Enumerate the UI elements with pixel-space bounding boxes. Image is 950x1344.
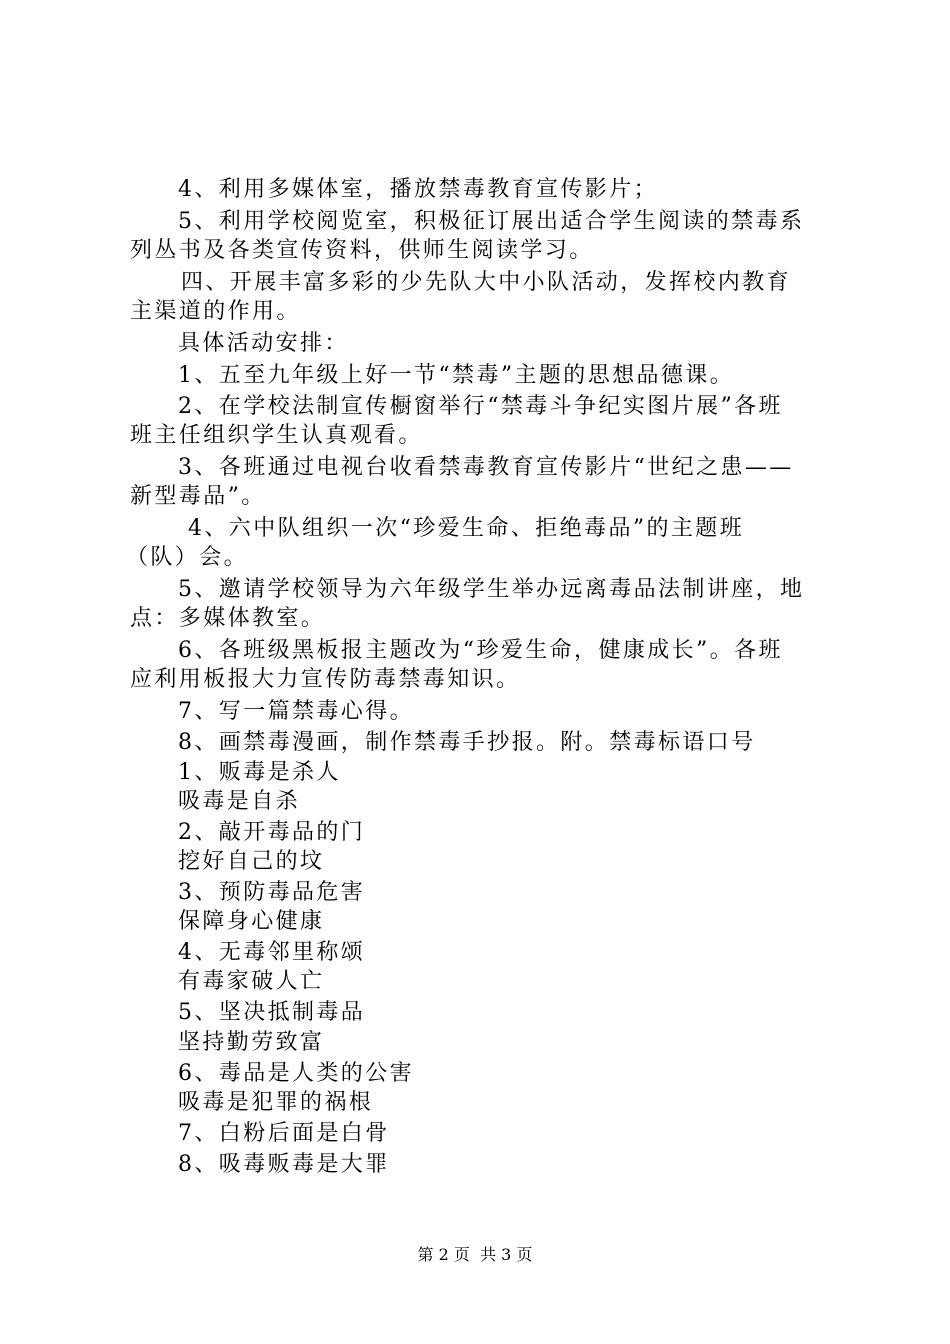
text-line: 3、各班通过电视台收看禁毒教育宣传影片“世纪之患—— <box>178 455 794 480</box>
text-line: 保障身心健康 <box>178 909 325 934</box>
text-line: 点：多媒体教室。 <box>130 606 326 631</box>
text-line: 1、贩毒是杀人 <box>178 760 341 785</box>
text-line: 4、六中队组织一次“珍爱生命、拒绝毒品”的主题班 <box>188 516 745 541</box>
text-line: 5、邀请学校领导为六年级学生举办远离毒品法制讲座，地 <box>178 577 805 602</box>
text-line: 列丛书及各类宣传资料，供师生阅读学习。 <box>130 238 594 263</box>
text-line: 1、五至九年级上好一节“禁毒”主题的思想品德课。 <box>178 363 735 388</box>
text-line: 7、白粉后面是白骨 <box>178 1121 390 1146</box>
text-line: 3、预防毒品危害 <box>178 880 366 905</box>
text-line: 四、开展丰富多彩的少先队大中小队活动，发挥校内教育 <box>181 270 792 295</box>
page-number-footer: 第 2 页 共 3 页 <box>417 1245 533 1264</box>
text-line: 具体活动安排： <box>178 331 349 356</box>
text-line: 吸毒是犯罪的祸根 <box>178 1090 374 1115</box>
text-line: 2、在学校法制宣传橱窗举行“禁毒斗争纪实图片展”各班 <box>178 394 783 419</box>
text-line: 4、利用多媒体室，播放禁毒教育宣传影片； <box>178 177 658 202</box>
text-line: （队）会。 <box>126 545 249 570</box>
text-line: 挖好自己的坟 <box>178 849 325 874</box>
text-line: 主渠道的作用。 <box>130 299 301 324</box>
text-line: 6、各班级黑板报主题改为“珍爱生命，健康成长”。各班 <box>178 638 783 663</box>
text-line: 吸毒是自杀 <box>178 789 301 814</box>
text-line: 8、画禁毒漫画，制作禁毒手抄报。附。禁毒标语口号 <box>178 730 756 755</box>
text-line: 2、敲开毒品的门 <box>178 820 366 845</box>
text-line: 4、无毒邻里称颂 <box>178 940 366 965</box>
text-line: 8、吸毒贩毒是大罪 <box>178 1152 390 1177</box>
text-line: 5、坚决抵制毒品 <box>178 1000 366 1025</box>
text-line: 班主任组织学生认真观看。 <box>130 423 423 448</box>
text-line: 5、利用学校阅览室，积极征订展出适合学生阅读的禁毒系 <box>178 209 805 234</box>
text-line: 新型毒品”。 <box>130 484 266 509</box>
text-line: 6、毒品是人类的公害 <box>178 1061 414 1086</box>
text-line: 坚持勤劳致富 <box>178 1030 325 1055</box>
text-line: 有毒家破人亡 <box>178 969 325 994</box>
text-line: 7、写一篇禁毒心得。 <box>178 699 414 724</box>
text-line: 应利用板报大力宣传防毒禁毒知识。 <box>130 667 521 692</box>
